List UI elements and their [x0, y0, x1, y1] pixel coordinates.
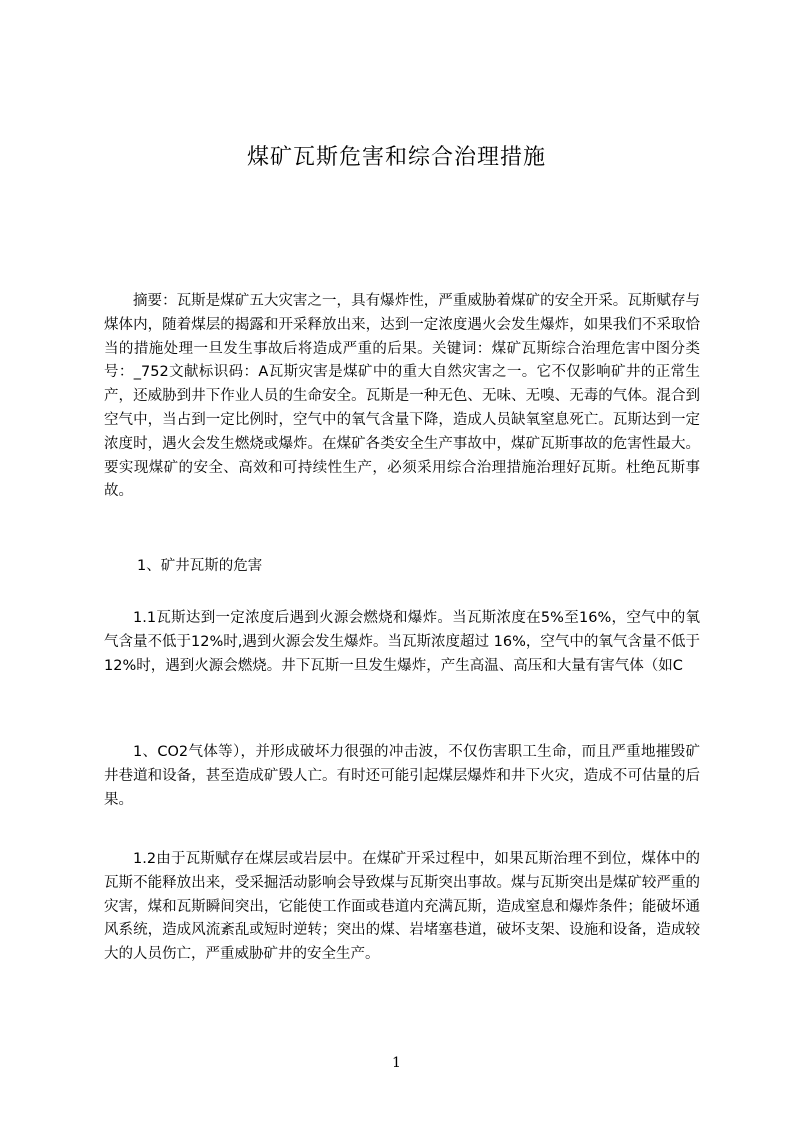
document-title: 煤矿瓦斯危害和综合治理措施: [246, 145, 546, 170]
paragraph-co2: 1、CO2气体等），并形成破坏力很强的冲击波，不仅伤害职工生命，而且严重地摧毁矿井巷道和设备，甚至造成矿毁人亡。有时还可能引起煤层爆炸和井下火灾，造成不可估量的后果。: [104, 744, 700, 808]
abstract-paragraph: 摘要：瓦斯是煤矿五大灾害之一，具有爆炸性，严重威胁着煤矿的安全开采。瓦斯赋存与煤体内，随着煤层的揭露和开采释放出来，达到一定浓度遇火会发生爆炸，如果我们不采取恰当的措施处理一旦发生事故后将造成严重的后果。关键词：煤矿瓦斯综合治理危害中图分类号：_752文献标识码：A瓦斯灾害是煤矿中的重大自然灾害之一。它不仅影响矿井的正常生产，还威胁到井下作业人员的生命安全。瓦斯是一种无色、无味、无嗅、无毒的气体。混合到空气中，当占到一定比例时，空气中的氧气含量下降，造成人员缺氧窒息死亡。瓦斯达到一定浓度时，遇火会发生燃烧或爆炸。在煤矿各类安全生产事故中，煤矿瓦斯事故的危害性最大。要实现煤矿的安全、高效和可持续性生产，必须采用综合治理措施治理好瓦斯。杜绝瓦斯事故。: [104, 293, 700, 500]
page-number: 1: [392, 1055, 401, 1071]
paragraph-1-2: 1.2由于瓦斯赋存在煤层或岩层中。在煤矿开采过程中，如果瓦斯治理不到位，煤体中的瓦斯不能释放出来，受采掘活动影响会导致煤与瓦斯突出事故。煤与瓦斯突出是煤矿较严重的灾害，煤和瓦斯瞬间突出，它能使工作面或巷道内充满瓦斯，造成窒息和爆炸条件；能破坏通风系统，造成风流紊乱或短时逆转；突出的煤、岩堵塞巷道，破坏支架、设施和设备，造成较大的人员伤亡，严重威胁矿井的安全生产。: [104, 851, 700, 963]
section-heading: 1、矿井瓦斯的危害: [137, 558, 263, 574]
paragraph-1-1: 1.1瓦斯达到一定浓度后遇到火源会燃烧和爆炸。当瓦斯浓度在5%至16%，空气中的氧气含量不低于12%时,遇到火源会发生爆炸。当瓦斯浓度超过 16%，空气中的氧气含量不低于12%时，遇到火源会燃烧。井下瓦斯一旦发生爆炸，产生高温、高压和大量有害气体（如C: [104, 610, 700, 674]
